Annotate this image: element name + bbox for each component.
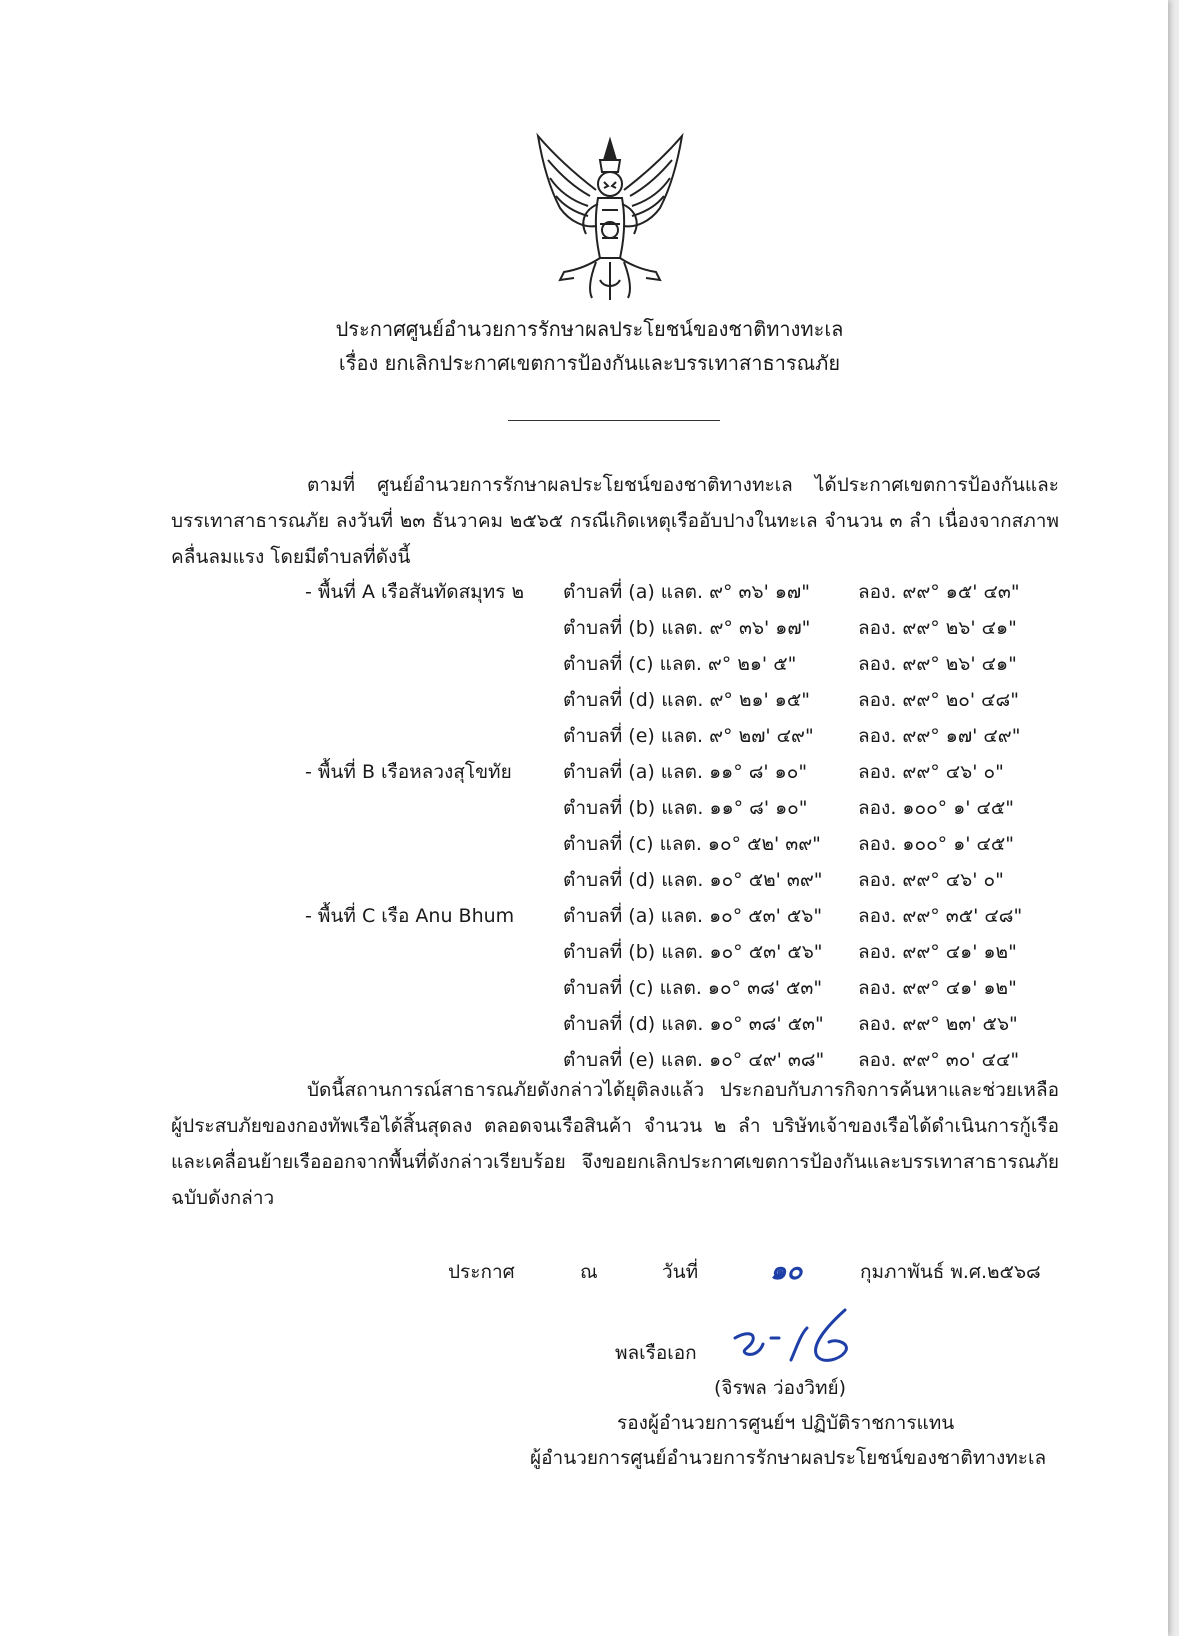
table-row [305,649,1065,685]
paragraph-cancel-text: บัดนี้สถานการณ์สาธารณภัยดังกล่าวได้ยุติลงแล้ว ประกอบกับภารกิจการค้นหาและช่วยเหลือผู้ประสบภัยของกองทัพเรือได้สิ้นสุดลง ตลอดจนเรือสินค้า จำนวน ๒ ลำ บริษัทเจ้าของเรือได้ดำเนินการกู้เรือและเคลื่อนย้ายเรือออกจากพื้นที่ดังกล่าวเรียบร้อย จึงขอยกเลิกประกาศเขตการป้องกันและบรรเทาสาธารณภัยฉบับดังกล่าว [171,1079,1059,1209]
signer-position-1: รองผู้อำนวยการศูนย์ฯ ปฏิบัติราชการแทน [617,1412,955,1434]
area-label: - พื้นที่ C เรือ Anu Bhum [305,905,515,927]
point-lon: ลอง. ๙๙° ๔๑' ๑๒" [858,941,1017,963]
point-lat: ตำบลที่ (d) แลต. ๙° ๒๑' ๑๕" [563,689,810,711]
point-lon: ลอง. ๙๙° ๓๕' ๔๘" [858,905,1023,927]
table-row [305,721,1065,757]
point-lat: ตำบลที่ (c) แลต. ๑๐° ๓๘' ๕๓" [563,977,823,999]
announce-at: ณ [580,1261,598,1283]
table-row [305,901,1065,937]
point-lon: ลอง. ๙๙° ๑๗' ๔๙" [858,725,1021,747]
area-label: - พื้นที่ B เรือหลวงสุโขทัย [305,761,512,783]
point-lat: ตำบลที่ (a) แลต. ๑๐° ๕๓' ๕๖" [563,905,823,927]
table-row [305,937,1065,973]
point-lon: ลอง. ๙๙° ๔๑' ๑๒" [858,977,1017,999]
point-lon: ลอง. ๑๐๐° ๑' ๔๕" [858,797,1015,819]
table-row [305,973,1065,1009]
announce-month-year: กุมภาพันธ์ พ.ศ.๒๕๖๘ [860,1261,1041,1283]
point-lat: ตำบลที่ (b) แลต. ๑๐° ๕๓' ๕๖" [563,941,823,963]
point-lat: ตำบลที่ (e) แลต. ๙° ๒๗' ๔๙" [563,725,814,747]
point-lat: ตำบลที่ (c) แลต. ๙° ๒๑' ๕" [563,653,797,675]
title-line-2: เรื่อง ยกเลิกประกาศเขตการป้องกันและบรรเทาสาธารณภัย [338,351,841,375]
paragraph-cancel [171,1072,1059,1216]
table-row [305,865,1065,901]
point-lon: ลอง. ๙๙° ๓๐' ๔๔" [858,1049,1020,1071]
point-lon: ลอง. ๑๐๐° ๑' ๔๕" [858,833,1015,855]
point-lat: ตำบลที่ (b) แลต. ๑๑° ๘' ๑๐" [563,797,808,819]
point-lon: ลอง. ๙๙° ๔๖' ๐" [858,761,1004,783]
table-row [305,1009,1065,1045]
signer-position-2: ผู้อำนวยการศูนย์อำนวยการรักษาผลประโยชน์ของชาติทางทะเล [530,1447,1047,1469]
point-lon: ลอง. ๙๙° ๑๕' ๔๓" [858,581,1020,603]
point-lon: ลอง. ๙๙° ๔๖' ๐" [858,869,1004,891]
point-lat: ตำบลที่ (c) แลต. ๑๐° ๕๒' ๓๙" [563,833,821,855]
table-row [305,685,1065,721]
point-lat: ตำบลที่ (d) แลต. ๑๐° ๕๒' ๓๙" [563,869,823,891]
title-line-1: ประกาศศูนย์อำนวยการรักษาผลประโยชน์ของชาติทางทะเล [335,317,844,341]
announce-label: ประกาศ [448,1261,515,1283]
point-lat: ตำบลที่ (a) แลต. ๑๑° ๘' ๑๐" [563,761,808,783]
announce-day: ๑๐ [770,1256,803,1286]
point-lat: ตำบลที่ (a) แลต. ๙° ๓๖' ๑๗" [563,581,810,603]
signature-mark [725,1298,875,1378]
signer-name: (จิรพล ว่องวิทย์) [714,1377,847,1399]
coordinate-table [305,577,1065,1081]
table-row [305,793,1065,829]
title-divider [508,420,720,421]
point-lon: ลอง. ๙๙° ๒๖' ๔๑" [858,653,1017,675]
paragraph-intro-text: ตามที่ ศูนย์อำนวยการรักษาผลประโยชน์ของชาติทางทะเล ได้ประกาศเขตการป้องกันและบรรเทาสาธารณภัย ลงวันที่ ๒๓ ธันวาคม ๒๕๖๕ กรณีเกิดเหตุเรืออับปางในทะเล จำนวน ๓ ลำ เนื่องจากสภาพคลื่นลมแรง โดยมีตำบลที่ดังนี้ [171,474,1059,568]
point-lat: ตำบลที่ (b) แลต. ๙° ๓๖' ๑๗" [563,617,811,639]
point-lon: ลอง. ๙๙° ๒๐' ๔๘" [858,689,1019,711]
signer-rank: พลเรือเอก [615,1342,697,1364]
point-lat: ตำบลที่ (e) แลต. ๑๐° ๔๙' ๓๘" [563,1049,825,1071]
table-row [305,613,1065,649]
area-label: - พื้นที่ A เรือสันทัดสมุทร ๒ [305,581,524,603]
point-lat: ตำบลที่ (d) แลต. ๑๐° ๓๘' ๕๓" [563,1013,824,1035]
table-row [305,757,1065,793]
garuda-emblem-icon [530,130,690,305]
point-lon: ลอง. ๙๙° ๒๖' ๔๑" [858,617,1017,639]
paragraph-intro [171,467,1059,575]
table-row [305,577,1065,613]
point-lon: ลอง. ๙๙° ๒๓' ๕๖" [858,1013,1018,1035]
announce-date-label: วันที่ [662,1261,699,1283]
table-row [305,829,1065,865]
